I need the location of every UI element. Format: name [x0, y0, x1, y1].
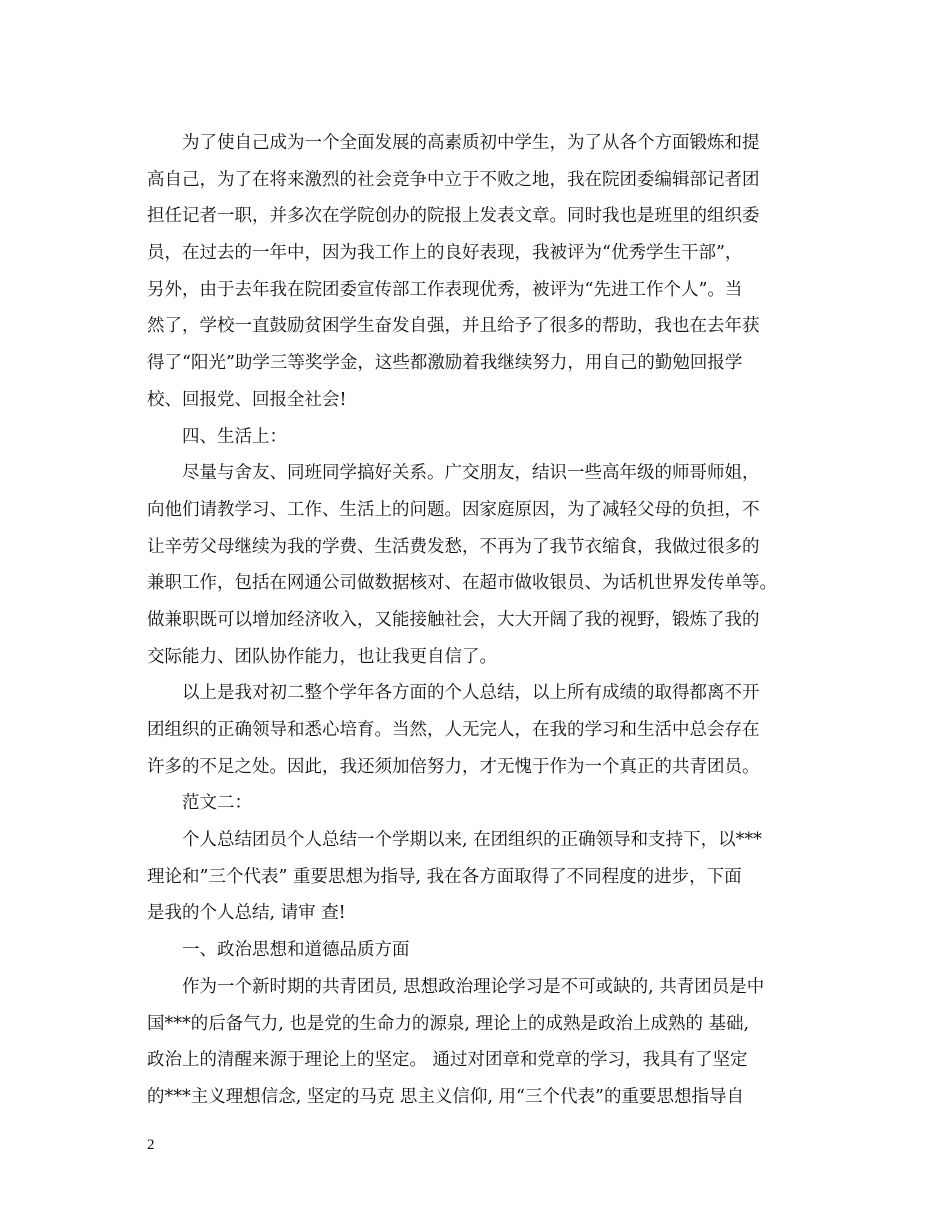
- document-body: [147, 125, 807, 1116]
- text-line: 为了使自己成为一个全面发展的高素质初中学生，为了从各个方面锻炼和提: [182, 133, 760, 153]
- text-line: 作为一个新时期的共青团员, 思想政治理论学习是不可或缺的, 共青团员是中: [182, 976, 765, 997]
- text-line: 兼职工作，包括在网通公司做数据核对、在超市做收银员、为话机世界发传单等。: [147, 573, 777, 594]
- text-line: 政治上的清醒来源于理论上的坚定。 通过对团章和党章的学习，我具有了坚定: [147, 1050, 748, 1071]
- text-line: 理论和”三个代表” 重要思想为指导, 我在各方面取得了不同程度的进步，下面: [147, 866, 742, 887]
- text-line: 许多的不足之处。因此，我还须加倍努力，才无愧于作为一个真正的共青团员。: [147, 756, 760, 777]
- text-line: 校、回报党、回报全社会!: [147, 389, 347, 410]
- text-line: 的***主义理想信念, 坚定的马克 思主义信仰, 用“三个代表”的重要思想指导自: [147, 1086, 744, 1107]
- page-number: 2: [147, 1137, 155, 1153]
- text-line: 是我的个人总结, 请审 查!: [147, 903, 346, 924]
- text-line: 交际能力、团队协作能力，也让我更自信了。: [147, 646, 497, 667]
- text-line: 做兼职既可以增加经济收入，又能接触社会，大大开阔了我的视野，锻炼了我的: [147, 609, 760, 630]
- section-heading: 四、生活上：: [182, 426, 287, 447]
- section-heading: 范文二：: [182, 793, 252, 814]
- text-line: 担任记者一职，并多次在学院创办的院报上发表文章。同时我也是班里的组织委: [147, 206, 760, 227]
- text-line: 高自己，为了在将来激烈的社会竞争中立于不败之地，我在院团委编辑部记者团: [147, 169, 760, 190]
- text-line: 员，在过去的一年中，因为我工作上的良好表现，我被评为“优秀学生干部”，: [147, 243, 743, 264]
- text-line: 团组织的正确领导和悉心培育。当然，人无完人，在我的学习和生活中总会存在: [147, 720, 760, 740]
- text-line: 尽量与舍友、同班同学搞好关系。广交朋友，结识一些高年级的师哥师姐，: [182, 463, 760, 484]
- text-line: 向他们请教学习、工作、生活上的问题。因家庭原因，为了减轻父母的负担，不: [147, 499, 760, 520]
- text-line: 以上是我对初二整个学年各方面的个人总结，以上所有成绩的取得都离不开: [182, 683, 760, 704]
- text-line: 另外，由于去年我在院团委宣传部工作表现优秀，被评为“先进工作个人”。当: [147, 279, 743, 300]
- text-line: 国***的后备气力, 也是党的生命力的源泉, 理论上的成熟是政治上成熟的 基础,: [147, 1013, 750, 1034]
- section-heading: 一、政治思想和道德品质方面: [182, 940, 410, 961]
- text-line: 个人总结团员个人总结一个学期以来, 在团组织的正确领导和支持下，以***: [182, 830, 762, 851]
- text-line: 让辛劳父母继续为我的学费、生活费发愁，不再为了我节衣缩食，我做过很多的: [147, 536, 760, 557]
- text-line: 得了“阳光”助学三等奖学金，这些都激励着我继续努力，用自己的勤勉回报学: [147, 353, 743, 374]
- text-line: 然了，学校一直鼓励贫困学生奋发自强，并且给予了很多的帮助，我也在去年获: [147, 316, 760, 337]
